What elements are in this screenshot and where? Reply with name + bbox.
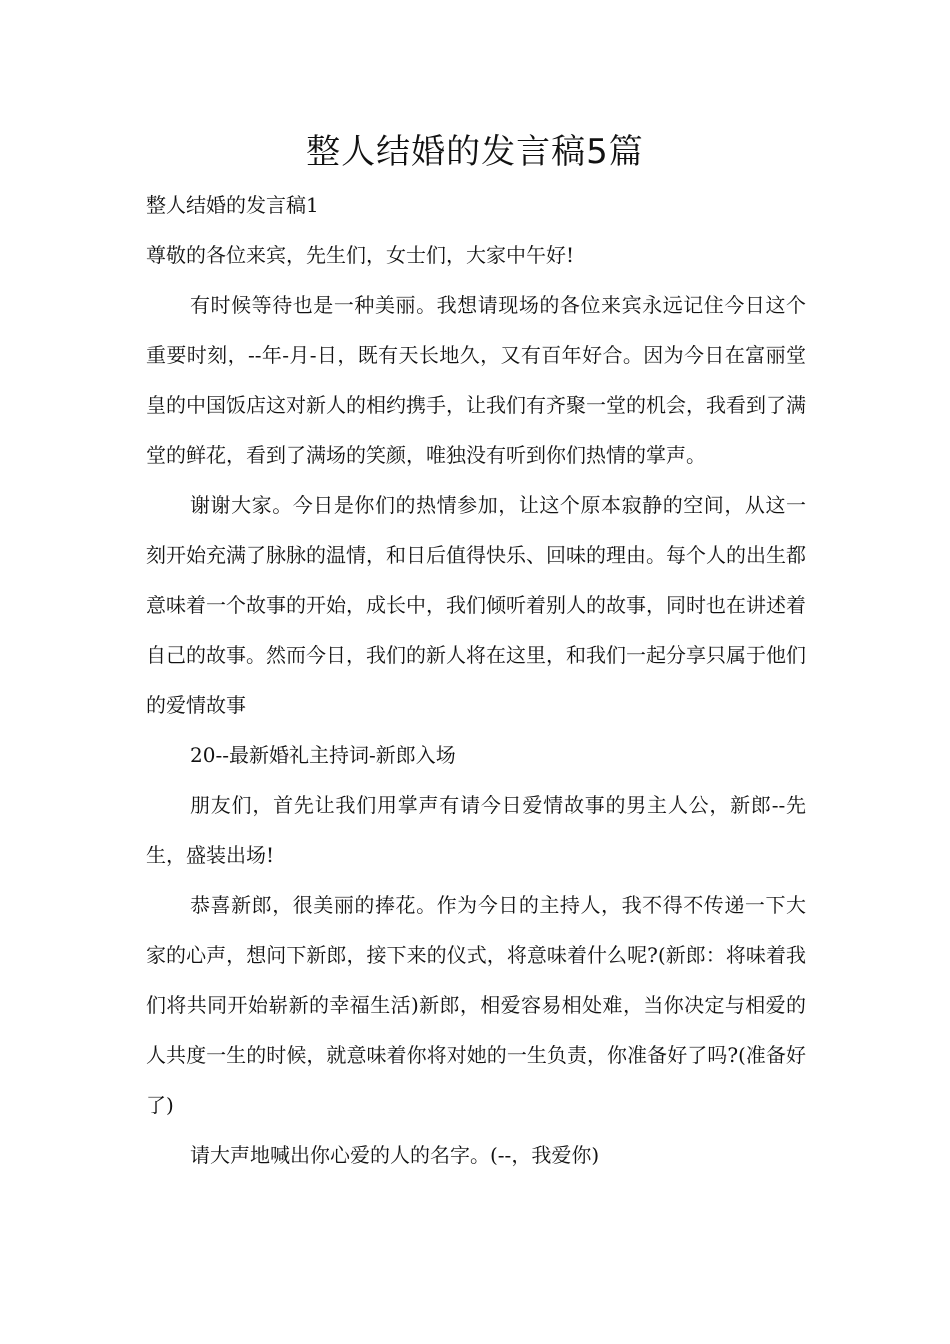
- greeting-paragraph: 尊敬的各位来宾，先生们，女士们，大家中午好!: [146, 243, 575, 267]
- body-paragraph: 谢谢大家。今日是你们的热情参加，让这个原本寂静的空间，从这一刻开始充满了脉脉的温情，和日后值得快乐、回味的理由。每个人的出生都意味着一个故事的开始，成长中，我们倾听着别人的故事，同时也在讲述着自己的故事。然而今日，我们的新人将在这里，和我们一起分享只属于他们的爱情故事: [146, 493, 806, 717]
- document-title: 整人结婚的发言稿5篇: [306, 132, 644, 172]
- document-body: [146, 180, 806, 1180]
- subsection-heading: 20--最新婚礼主持词-新郎入场: [190, 743, 456, 767]
- body-paragraph: 恭喜新郎，很美丽的捧花。作为今日的主持人，我不得不传递一下大家的心声，想问下新郎，接下来的仪式，将意味着什么呢?(新郎：将味着我们将共同开始崭新的幸福生活)新郎，相爱容易相处难，当你决定与相爱的人共度一生的时候，就意味着你将对她的一生负责，你准备好了吗?(准备好了): [146, 893, 806, 1117]
- section-heading: 整人结婚的发言稿1: [146, 193, 319, 217]
- body-paragraph: 朋友们，首先让我们用掌声有请今日爱情故事的男主人公，新郎--先生，盛装出场!: [146, 793, 806, 867]
- body-paragraph: 请大声地喊出你心爱的人的名字。(--，我爱你): [190, 1143, 600, 1167]
- body-paragraph: 有时候等待也是一种美丽。我想请现场的各位来宾永远记住今日这个重要时刻，--年-月-日，既有天长地久，又有百年好合。因为今日在富丽堂皇的中国饭店这对新人的相约携手，让我们有齐聚一堂的机会，我看到了满堂的鲜花，看到了满场的笑颜，唯独没有听到你们热情的掌声。: [146, 293, 806, 467]
